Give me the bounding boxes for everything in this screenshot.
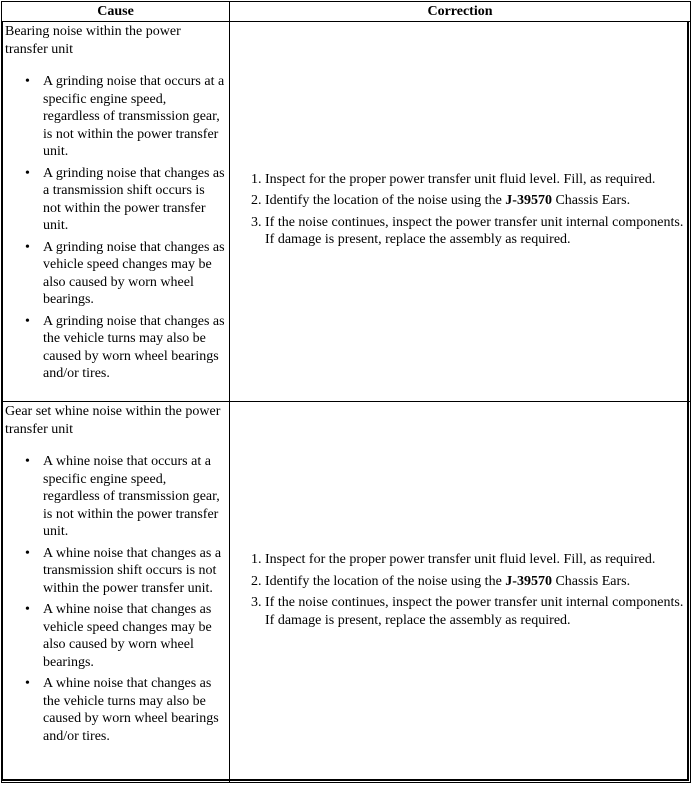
cause-cell bbox=[2, 22, 230, 402]
bullet-icon: • bbox=[25, 676, 30, 691]
bullet-icon: • bbox=[25, 313, 30, 329]
step-item bbox=[236, 171, 687, 189]
list-item-text: A whine noise that changes as the vehicle turns may also be caused by worn wheel bearings and/or tires. bbox=[43, 676, 219, 744]
table-row bbox=[2, 22, 691, 402]
correction-cell bbox=[230, 402, 691, 783]
step-text: If the noise continues, inspect the power transfer unit internal components. If damage is present, replace the assembly as required. bbox=[265, 214, 684, 247]
cause-header: Cause bbox=[2, 2, 230, 22]
correction-header: Correction bbox=[230, 2, 691, 22]
cause-title: Gear set whine noise within the power transfer unit bbox=[5, 404, 221, 437]
step-item bbox=[236, 594, 687, 629]
step-number: 1. bbox=[251, 171, 262, 187]
list-item bbox=[25, 545, 226, 598]
list-item bbox=[25, 313, 226, 383]
step-number: 2. bbox=[251, 193, 262, 208]
table-header-row bbox=[2, 2, 691, 22]
correction-steps bbox=[236, 551, 687, 629]
list-item bbox=[25, 165, 226, 235]
list-item-text: A grinding noise that changes as the vehicle turns may also be caused by worn wheel bearings and/or tires. bbox=[43, 313, 225, 381]
symptom-list bbox=[5, 73, 226, 383]
list-item-text: A grinding noise that changes as vehicle speed changes may be also caused by worn wheel bearings. bbox=[43, 239, 225, 307]
correction-cell bbox=[230, 22, 691, 402]
step-item bbox=[236, 214, 687, 249]
list-item bbox=[25, 73, 226, 161]
list-item-text: A whine noise that changes as vehicle speed changes may be also caused by worn wheel bearings. bbox=[43, 602, 212, 670]
list-item bbox=[25, 453, 226, 541]
bullet-icon: • bbox=[25, 545, 30, 561]
cause-cell bbox=[2, 402, 230, 783]
diagnosis-table bbox=[1, 1, 691, 783]
step-item bbox=[236, 573, 687, 591]
bullet-icon: • bbox=[25, 165, 30, 181]
step-text-post: Chassis Ears. bbox=[551, 573, 631, 589]
list-item bbox=[25, 601, 226, 671]
list-item-text: A grinding noise that changes as a transmission shift occurs is not within the power transfer unit. bbox=[43, 165, 225, 233]
cause-title: Bearing noise within the power transfer unit bbox=[5, 24, 181, 57]
step-text: Inspect for the proper power transfer unit fluid level. Fill, as required. bbox=[265, 552, 656, 567]
list-item-text: A whine noise that occurs at a specific engine speed, regardless of transmission gear, is not within the power transfer unit. bbox=[43, 454, 220, 539]
list-item bbox=[25, 675, 226, 745]
step-number: 3. bbox=[251, 214, 262, 230]
bullet-icon: • bbox=[25, 454, 30, 469]
list-item bbox=[25, 239, 226, 309]
bullet-icon: • bbox=[25, 239, 30, 255]
correction-steps bbox=[236, 171, 687, 249]
step-number: 3. bbox=[251, 595, 262, 610]
step-item bbox=[236, 551, 687, 569]
list-item-text: A grinding noise that occurs at a specific engine speed, regardless of transmission gear, is not within the power transfer unit. bbox=[43, 74, 225, 159]
step-text-pre: Identify the location of the noise using the bbox=[265, 193, 506, 208]
step-number: 2. bbox=[251, 573, 262, 589]
bullet-icon: • bbox=[25, 602, 30, 617]
tool-number: J-39570 bbox=[505, 193, 552, 208]
step-number: 1. bbox=[251, 552, 262, 567]
step-text-pre: Identify the location of the noise using the bbox=[265, 573, 506, 589]
step-item bbox=[236, 192, 687, 210]
list-item-text: A whine noise that changes as a transmission shift occurs is not within the power transfer unit. bbox=[43, 545, 222, 596]
step-text: If the noise continues, inspect the power transfer unit internal components. If damage is present, replace the assembly as required. bbox=[265, 595, 684, 628]
symptom-list bbox=[5, 453, 226, 745]
bullet-icon: • bbox=[25, 74, 30, 89]
tool-number: J-39570 bbox=[505, 573, 552, 589]
step-text-post: Chassis Ears. bbox=[551, 193, 631, 208]
step-text: Inspect for the proper power transfer unit fluid level. Fill, as required. bbox=[265, 171, 656, 187]
table-row bbox=[2, 402, 691, 783]
